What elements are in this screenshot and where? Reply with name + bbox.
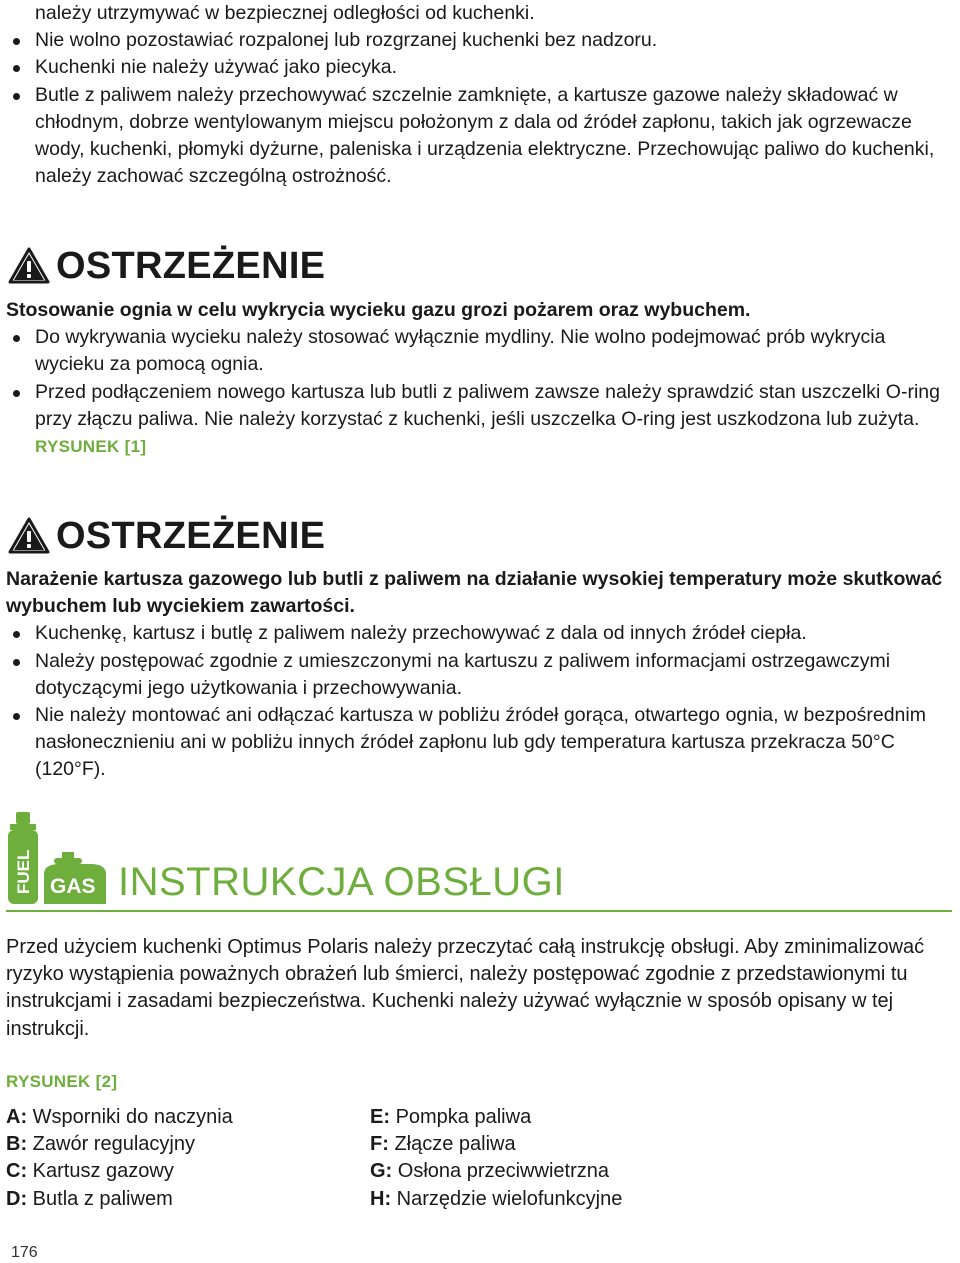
gas-label: GAS bbox=[50, 875, 96, 898]
part-c-label: Kartusz gazowy bbox=[32, 1160, 174, 1183]
instructions-header bbox=[6, 812, 952, 912]
instructions-title: INSTRUKCJA OBSŁUGI bbox=[118, 860, 565, 904]
warning-2-body bbox=[6, 566, 952, 784]
part-g-label: Osłona przeciwwietrzna bbox=[397, 1160, 609, 1183]
fuel-label: FUEL bbox=[14, 849, 33, 894]
warning-1-header bbox=[8, 244, 325, 288]
warning-2-bullet-3: Nie należy montować ani odłączać kartusza w pobliżu źródeł gorąca, otwartego ognia, w bezpośrednim nasłonecznieniu ani w pobliżu innych źródeł zapłonu lub gdy temperatura kartusza przekracza 50°C (120°F). bbox=[6, 702, 952, 784]
part-a-key: A: bbox=[6, 1106, 28, 1128]
warning-2-bullet-1: Kuchenkę, kartusz i butlę z paliwem należy przechowywać z dala od innych źródeł ciepła. bbox=[6, 620, 952, 647]
part-f bbox=[370, 1131, 770, 1158]
part-e-key: E: bbox=[370, 1106, 390, 1128]
figure-1-reference[interactable]: RYSUNEK [1] bbox=[35, 437, 147, 457]
warning-2-title: OSTRZEŻENIE bbox=[56, 514, 326, 557]
part-f-label: Złącze paliwa bbox=[394, 1133, 516, 1156]
intro-bullet-2: Kuchenki nie należy używać jako piecyka. bbox=[6, 54, 952, 81]
part-b-key: B: bbox=[6, 1133, 28, 1156]
parts-list bbox=[6, 1104, 952, 1213]
intro-bullet-3: Butle z paliwem należy przechowywać szczelnie zamknięte, a kartusze gazowe należy składować w chłodnym, dobrze wentylowanym miejscu położonym z dala od źródeł zapłonu, takich jak ogrzewacze wody, kuchenki, płomyki dyżurne, paleniska i urządzenia elektryczne. Przechowując paliwo do kuchenki, należy zachować szczególną ostrożność. bbox=[6, 82, 952, 191]
warning-1-bullet-1: Do wykrywania wycieku należy stosować wyłącznie mydliny. Nie wolno podejmować prób wykrycia wycieku za pomocą ognia. bbox=[6, 324, 952, 378]
warning-2-bullet-list bbox=[6, 620, 952, 783]
warning-1-bullet-2-text: Przed podłączeniem nowego kartusza lub butli z paliwem zawsze należy sprawdzić stan uszczelki O-ring przy złączu paliwa. Nie należy korzystać z kuchenki, jeśli uszczelka O-ring jest uszkodzona lub zużyta. bbox=[35, 380, 940, 430]
part-g bbox=[370, 1158, 770, 1185]
fuel-gas-canister-icon bbox=[6, 812, 114, 908]
part-h-key: H: bbox=[370, 1187, 392, 1210]
figure-2-reference: RYSUNEK [2] bbox=[6, 1072, 118, 1091]
part-c-key: C: bbox=[6, 1160, 28, 1183]
warning-2-bullet-2: Należy postępować zgodnie z umieszczonymi na kartuszu z paliwem informacjami ostrzegawczymi dotyczącymi jego użytkowania i przechowywania. bbox=[6, 648, 952, 702]
warning-1-bullet-list bbox=[6, 324, 952, 460]
warning-1-lead: Stosowanie ognia w celu wykrycia wycieku gazu grozi pożarem oraz wybuchem. bbox=[6, 299, 751, 321]
part-d bbox=[6, 1186, 370, 1213]
part-g-key: G: bbox=[370, 1160, 393, 1183]
intro-section bbox=[6, 0, 952, 190]
part-f-key: F: bbox=[370, 1133, 389, 1156]
part-e bbox=[370, 1104, 770, 1131]
intro-bullet-1: Nie wolno pozostawiać rozpalonej lub rozgrzanej kuchenki bez nadzoru. bbox=[6, 27, 952, 54]
page-number: 176 bbox=[11, 1244, 38, 1261]
part-h bbox=[370, 1186, 770, 1213]
part-d-label: Butla z paliwem bbox=[32, 1187, 173, 1210]
warning-1-body bbox=[6, 297, 952, 460]
instructions-paragraph: Przed użyciem kuchenki Optimus Polaris należy przeczytać całą instrukcję obsługi. Aby zminimalizować ryzyko wystąpienia poważnych obrażeń lub śmierci, należy postępować zgodnie z przedstawionymi tu instrukcjami i zasadami bezpieczeństwa. Kuchenki należy używać wyłącznie w sposób opisany w tej instrukcji. bbox=[6, 936, 925, 1040]
intro-continuation: należy utrzymywać w bezpiecznej odległości od kuchenki. bbox=[35, 2, 535, 24]
part-a bbox=[6, 1104, 370, 1131]
part-a-label: Wsporniki do naczynia bbox=[32, 1106, 233, 1128]
warning-2-lead: Narażenie kartusza gazowego lub butli z paliwem na działanie wysokiej temperatury może skutkować wybuchem lub wyciekiem zawartości. bbox=[6, 568, 943, 618]
warning-triangle-icon bbox=[8, 517, 50, 555]
part-d-key: D: bbox=[6, 1187, 28, 1210]
warning-2-header bbox=[8, 514, 325, 558]
warning-triangle-icon bbox=[8, 247, 50, 285]
part-c bbox=[6, 1158, 370, 1185]
part-b bbox=[6, 1131, 370, 1158]
warning-1-title: OSTRZEŻENIE bbox=[56, 244, 326, 287]
intro-bullet-list bbox=[6, 27, 952, 190]
part-e-label: Pompka paliwa bbox=[395, 1106, 532, 1128]
part-h-label: Narzędzie wielofunkcyjne bbox=[396, 1187, 623, 1210]
section-divider bbox=[6, 910, 952, 912]
part-b-label: Zawór regulacyjny bbox=[32, 1133, 195, 1156]
warning-1-bullet-2 bbox=[6, 379, 952, 461]
